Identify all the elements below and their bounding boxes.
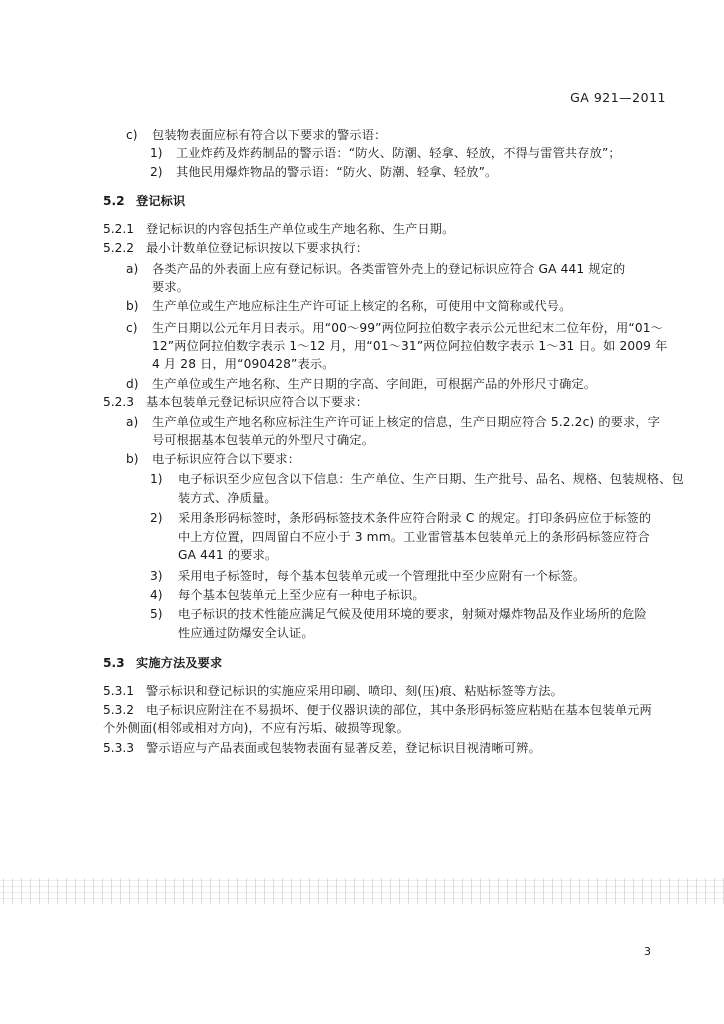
item-text: 生产单位或生产地名称、生产日期的字高、字间距，可根据产品的外形尺寸确定。 <box>152 377 597 391</box>
clause-text: 电子标识应附注在不易损坏、便于仪器识读的部位，其中条形码标签应粘贴在基本包装单元两 <box>146 703 652 717</box>
item-marker: 4) <box>150 588 163 602</box>
item-marker: d) <box>126 377 139 391</box>
clause-text: 警示语应与产品表面或包装物表面有显著反差，登记标识目视清晰可辨。 <box>146 741 541 755</box>
clause-number: 5.2.1 <box>103 222 135 236</box>
item-marker: 3) <box>150 569 163 583</box>
item-marker: a) <box>126 415 139 429</box>
item-text: 其他民用爆炸物品的警示语：“防火、防潮、轻拿、轻放”。 <box>176 165 498 179</box>
item-marker: a) <box>126 262 139 276</box>
item-text: 包装物表面应标有符合以下要求的警示语： <box>152 128 387 142</box>
clause-number: 5.3.3 <box>103 741 135 755</box>
item-text-continued: 要求。 <box>152 280 190 294</box>
item-text: 生产单位或生产地名称应标注生产许可证上核定的信息，生产日期应符合 5.2.2c) 的要求，字 <box>152 415 661 429</box>
item-marker: 1) <box>150 472 163 486</box>
scan-noise-band <box>0 878 724 904</box>
item-marker: c) <box>126 128 138 142</box>
item-marker: c) <box>126 321 138 335</box>
clause-number: 5.2.2 <box>103 241 135 255</box>
item-text-continued: 中上方位置，四周留白不应小于 3 mm。工业雷管基本包装单元上的条形码标签应符合 <box>178 530 650 544</box>
item-marker: 2) <box>150 511 163 525</box>
section-number: 5.2 <box>103 194 125 208</box>
clause-number: 5.2.3 <box>103 395 135 409</box>
item-text: 生产日期以公元年月日表示。用“00～99”两位阿拉伯数字表示公元世纪末二位年份，用“01～ <box>152 321 663 335</box>
section-title: 实施方法及要求 <box>136 656 223 670</box>
page-number: 3 <box>644 945 651 958</box>
item-marker: 2) <box>150 165 163 179</box>
item-text: 生产单位或生产地应标注生产许可证上核定的名称，可使用中文简称或代号。 <box>152 299 572 313</box>
item-text: 各类产品的外表面上应有登记标识。各类雷管外壳上的登记标识应符合 GA 441 规定的 <box>152 262 626 276</box>
item-text-continued: 号可根据基本包装单元的外型尺寸确定。 <box>152 433 375 447</box>
section-title: 登记标识 <box>136 194 186 208</box>
clause-text: 警示标识和登记标识的实施应采用印刷、喷印、刻(压)痕、粘贴标签等方法。 <box>146 684 563 698</box>
clause-text: 基本包装单元登记标识应符合以下要求： <box>146 395 369 409</box>
item-marker: 5) <box>150 607 163 621</box>
item-text-continued: 4 月 28 日，用“090428”表示。 <box>152 357 335 371</box>
item-text: 电子标识应符合以下要求： <box>152 452 301 466</box>
item-text-continued: 装方式、净质量。 <box>178 491 277 505</box>
item-text: 工业炸药及炸药制品的警示语：“防火、防潮、轻拿、轻放，不得与雷管共存放”； <box>176 146 621 160</box>
clause-text-continued: 个外侧面(相邻或相对方向)，不应有污垢、破损等现象。 <box>103 721 409 735</box>
item-text: 采用条形码标签时，条形码标签技术条件应符合附录 C 的规定。打印条码应位于标签的 <box>178 511 652 525</box>
clause-text: 最小计数单位登记标识按以下要求执行： <box>146 241 369 255</box>
clause-number: 5.3.1 <box>103 684 135 698</box>
item-text: 电子标识的技术性能应满足气候及使用环境的要求，射频对爆炸物品及作业场所的危险 <box>178 607 647 621</box>
clause-number: 5.3.2 <box>103 703 135 717</box>
item-text-continued: 12”两位阿拉伯数字表示 1～12 月，用“01～31”两位阿拉伯数字表示 1～31 日。如 2009 年 <box>152 339 668 353</box>
item-text: 采用电子标签时，每个基本包装单元或一个管理批中至少应附有一个标签。 <box>178 569 586 583</box>
item-marker: b) <box>126 452 139 466</box>
section-number: 5.3 <box>103 656 125 670</box>
clause-text: 登记标识的内容包括生产单位或生产地名称、生产日期。 <box>146 222 455 236</box>
item-text: 电子标识至少应包含以下信息：生产单位、生产日期、生产批号、品名、规格、包装规格、包 <box>178 472 684 486</box>
item-marker: 1) <box>150 146 163 160</box>
item-text: 每个基本包装单元上至少应有一种电子标识。 <box>178 588 425 602</box>
item-text-continued: GA 441 的要求。 <box>178 548 278 562</box>
item-marker: b) <box>126 299 139 313</box>
item-text-continued: 性应通过防爆安全认证。 <box>178 626 314 640</box>
standard-code-header: GA 921—2011 <box>570 90 666 105</box>
